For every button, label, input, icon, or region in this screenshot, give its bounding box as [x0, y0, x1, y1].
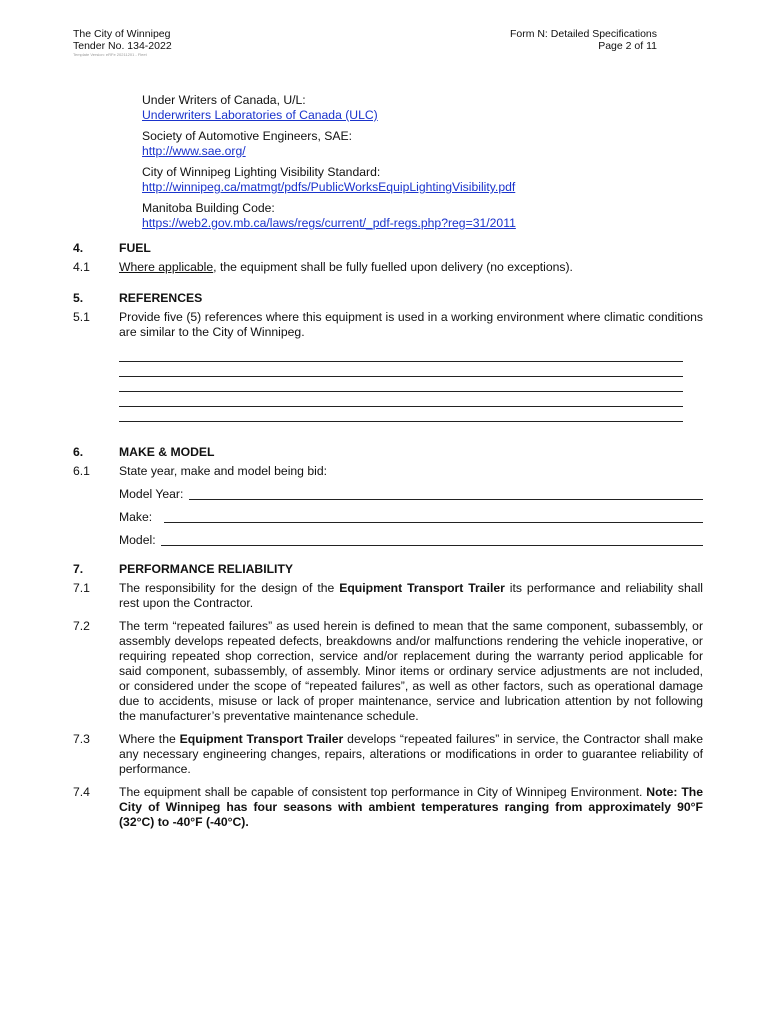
reference-lines [73, 350, 703, 425]
section-heading-make-model [73, 445, 703, 460]
clause-text: State year, make and model being bid: [119, 464, 327, 478]
clause-5-1 [73, 310, 703, 340]
clause-text-part: The equipment shall be capable of consistent top performance in City of Winnipeg Environment. [119, 785, 643, 799]
clause-7-3 [73, 732, 703, 777]
model-field [119, 533, 703, 548]
section-number: 4. [73, 241, 84, 255]
model-label: Model: [119, 533, 159, 547]
header-left [73, 28, 172, 58]
clause-text-part: develops “repeated failures” in service, the Contractor shall make any necessary engineering changes, repairs, alterations or modifications in order to guarantee reliability of performance. [119, 732, 703, 776]
section-number: 6. [73, 445, 84, 459]
clause-text [119, 260, 703, 275]
model-input-line[interactable] [161, 534, 703, 546]
clause-number: 5.1 [73, 310, 90, 324]
clause-number: 7.4 [73, 785, 90, 799]
clause-text-rest: , the equipment shall be fully fuelled upon delivery (no exceptions). [213, 260, 573, 274]
clause-text: Provide five (5) references where this equipment is used in a working environment where climatic conditions are similar to the City of Winnipeg. [119, 310, 703, 339]
header-tender: Tender No. 134-2022 [73, 40, 172, 52]
header-right [510, 28, 657, 52]
model-year-label: Model Year: [119, 487, 187, 501]
standard-item [142, 165, 703, 195]
clause-number: 6.1 [73, 464, 90, 478]
section-title: PERFORMANCE RELIABILITY [119, 562, 294, 576]
standard-link[interactable]: http://winnipeg.ca/matmgt/pdfs/PublicWorksEquipLightingVisibility.pdf [142, 180, 516, 194]
standard-link[interactable]: Underwriters Laboratories of Canada (ULC) [142, 108, 378, 122]
standard-item [142, 201, 703, 231]
clause-text: The term “repeated failures” as used herein is defined to mean that the same component, subassembly, or assembly develops repeated defects, breakdowns and/or malfunctions rendering the vehicle inoperative, or requiring repeated shop correction, service and/or replacement during the warranty period applicable for said component, subassembly, of assembly. Minor items or ordinary service adjustments are not included, or considered under the scope of “repeated failures”, as well as other factors, such as operational damage due to accidents, misuse or lack of proper maintenance, service and lubrication attention by not following the manufacturer’s preventative maintenance schedule. [119, 619, 703, 723]
clause-number: 7.3 [73, 732, 90, 746]
clause-text [119, 581, 703, 611]
reference-input-line[interactable] [119, 392, 683, 407]
header-org: The City of Winnipeg [73, 28, 171, 40]
standard-item [142, 129, 703, 159]
standard-label: Manitoba Building Code: [142, 201, 275, 215]
reference-input-line[interactable] [119, 377, 683, 392]
clause-text-part: Where the [119, 732, 180, 746]
section-title: MAKE & MODEL [119, 445, 215, 459]
standard-item [142, 93, 703, 123]
clause-underlined-text: Where applicable [119, 260, 214, 274]
clause-text-part: its performance and reliability shall rest upon the Contractor. [119, 581, 703, 610]
clause-number: 7.2 [73, 619, 90, 633]
clause-number: 4.1 [73, 260, 90, 274]
clause-7-4 [73, 785, 703, 830]
standard-link[interactable]: https://web2.gov.mb.ca/laws/regs/current/_pdf-regs.php?reg=31/2011 [142, 216, 516, 230]
section-number: 5. [73, 291, 84, 305]
section-title: FUEL [119, 241, 151, 255]
standard-label: Society of Automotive Engineers, SAE: [142, 129, 353, 143]
reference-input-line[interactable] [119, 347, 683, 362]
make-field [119, 510, 703, 525]
model-year-input-line[interactable] [189, 488, 703, 500]
header-template-version: Template Version: eRFe 20211201 - Fleet [73, 52, 147, 57]
section-heading-performance [73, 562, 703, 577]
clause-6-1 [73, 464, 703, 479]
header-page-number: Page 2 of 11 [598, 40, 657, 52]
climate-note: Note: The City of Winnipeg has four seasons with ambient temperatures ranging from approximately 90°F (32°C) to -40°F (-40°C). [119, 785, 703, 829]
standard-link[interactable]: http://www.sae.org/ [142, 144, 246, 158]
standards-list [142, 93, 703, 231]
clause-text-part: The responsibility for the design of the [119, 581, 340, 595]
document-body [73, 93, 703, 830]
standard-label: Under Writers of Canada, U/L: [142, 93, 306, 107]
clause-number: 7.1 [73, 581, 90, 595]
clause-text [119, 732, 703, 777]
model-year-field [119, 487, 703, 502]
section-heading-references [73, 291, 703, 306]
section-heading-fuel [73, 241, 703, 256]
reference-input-line[interactable] [119, 362, 683, 377]
clause-text [119, 785, 703, 830]
make-input-line[interactable] [164, 511, 703, 523]
clause-7-2 [73, 619, 703, 724]
make-label: Make: [119, 510, 156, 524]
section-number: 7. [73, 562, 84, 576]
equipment-name: Equipment Transport Trailer [179, 732, 344, 746]
reference-input-line[interactable] [119, 407, 683, 422]
equipment-name: Equipment Transport Trailer [339, 581, 505, 595]
section-title: REFERENCES [119, 291, 203, 305]
clause-4-1 [73, 260, 703, 275]
standard-label: City of Winnipeg Lighting Visibility Standard: [142, 165, 381, 179]
clause-7-1 [73, 581, 703, 611]
header-form: Form N: Detailed Specifications [509, 28, 657, 40]
